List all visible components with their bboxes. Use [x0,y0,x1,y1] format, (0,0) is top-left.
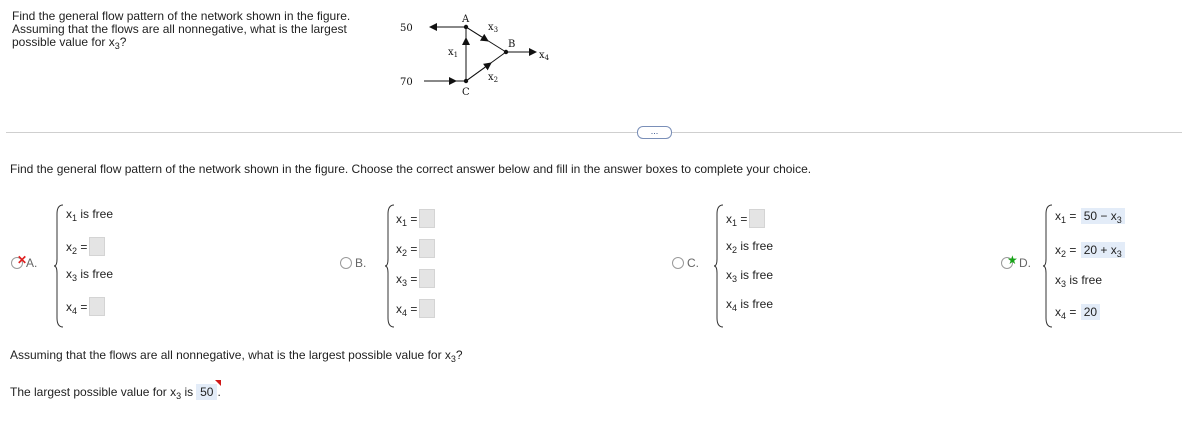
option-b-row-3: $x_3$ = [396,269,435,288]
option-c-radio[interactable]: C. [672,256,699,270]
option-a-row-3: $x_3$ is free [66,267,114,283]
answer-box[interactable] [419,299,435,318]
option-d-row-2: $x_2 = 20 + x_3$ [1055,242,1125,258]
option-b-row-1: $x_1$ = [396,209,435,228]
x-mark-icon: ✕ [17,253,28,267]
instruction-text: Find the general flow pattern of the network shown in the figure. Choose the correct answer below and fill in the answer boxes to complete your choice. [10,162,812,176]
option-d-row-3: $x_3$ is free [1055,273,1103,289]
option-d-radio[interactable]: ★ D. [1001,256,1031,270]
filled-answer: 20 [1081,304,1100,320]
option-c-row-2: $x_2$ is free [726,239,774,255]
option-a-radio[interactable]: ✕ A. [11,256,37,270]
expand-button[interactable]: ... [637,126,672,139]
label-x3: $x_3$ [488,22,499,34]
answer-box[interactable] [89,297,105,316]
node-c [464,79,468,83]
option-c-row-4: $x_4$ is free [726,297,774,313]
answer-box[interactable] [419,209,435,228]
label-node-a: A [462,14,470,25]
option-d-brace [1043,204,1053,328]
flag-icon [215,380,221,386]
option-d-row-1: $x_1 = 50 - x_3$ [1055,208,1125,224]
node-b [504,50,508,54]
option-a-brace [54,204,64,328]
label-x1: $x_1$ [448,47,459,59]
filled-answer: $20 + x_3$ [1081,242,1125,258]
option-c-row-3: $x_3$ is free [726,268,774,284]
star-icon: ★ [1007,253,1018,267]
answer-box[interactable] [749,209,765,228]
option-a-row-4: $x_4$ = [66,297,105,316]
option-d-row-4: $x_4 = 20$ [1055,304,1100,320]
section-divider [6,132,1182,133]
node-a [464,25,468,29]
question-2-text: Assuming that the flows are all nonnegative, what is the largest possible value for $x_3$? [10,348,463,364]
radio-icon[interactable] [340,257,352,269]
answer-value: 50 [196,384,217,400]
label-node-b: B [508,39,516,50]
option-b-radio[interactable]: B. [340,256,366,270]
option-b-brace [385,204,395,328]
option-a-row-2: $x_2$ = [66,237,105,256]
option-b-row-4: $x_4$ = [396,299,435,318]
question-text: Find the general flow pattern of the network shown in the figure. Assuming that the flows are all nonnegative, what is the largest possible value for $x_3$? [12,9,351,51]
option-a-row-1: $x_1$ is free [66,207,114,223]
answer-box[interactable] [419,239,435,258]
answer-line: The largest possible value for $x_3$ is 50 . [10,384,221,400]
label-50: 50 [400,23,413,34]
option-c-row-1: $x_1$ = [726,209,765,228]
radio-icon[interactable] [672,257,684,269]
answer-box[interactable] [419,269,435,288]
option-b-row-2: $x_2$ = [396,239,435,258]
network-figure [396,8,566,103]
label-70: 70 [400,77,413,88]
answer-box[interactable] [89,237,105,256]
label-x4: $x_4$ [539,50,550,62]
filled-answer: $50 - x_3$ [1081,208,1125,224]
label-node-c: C [462,87,470,98]
option-c-brace [714,204,724,328]
label-x2: $x_2$ [488,72,499,84]
